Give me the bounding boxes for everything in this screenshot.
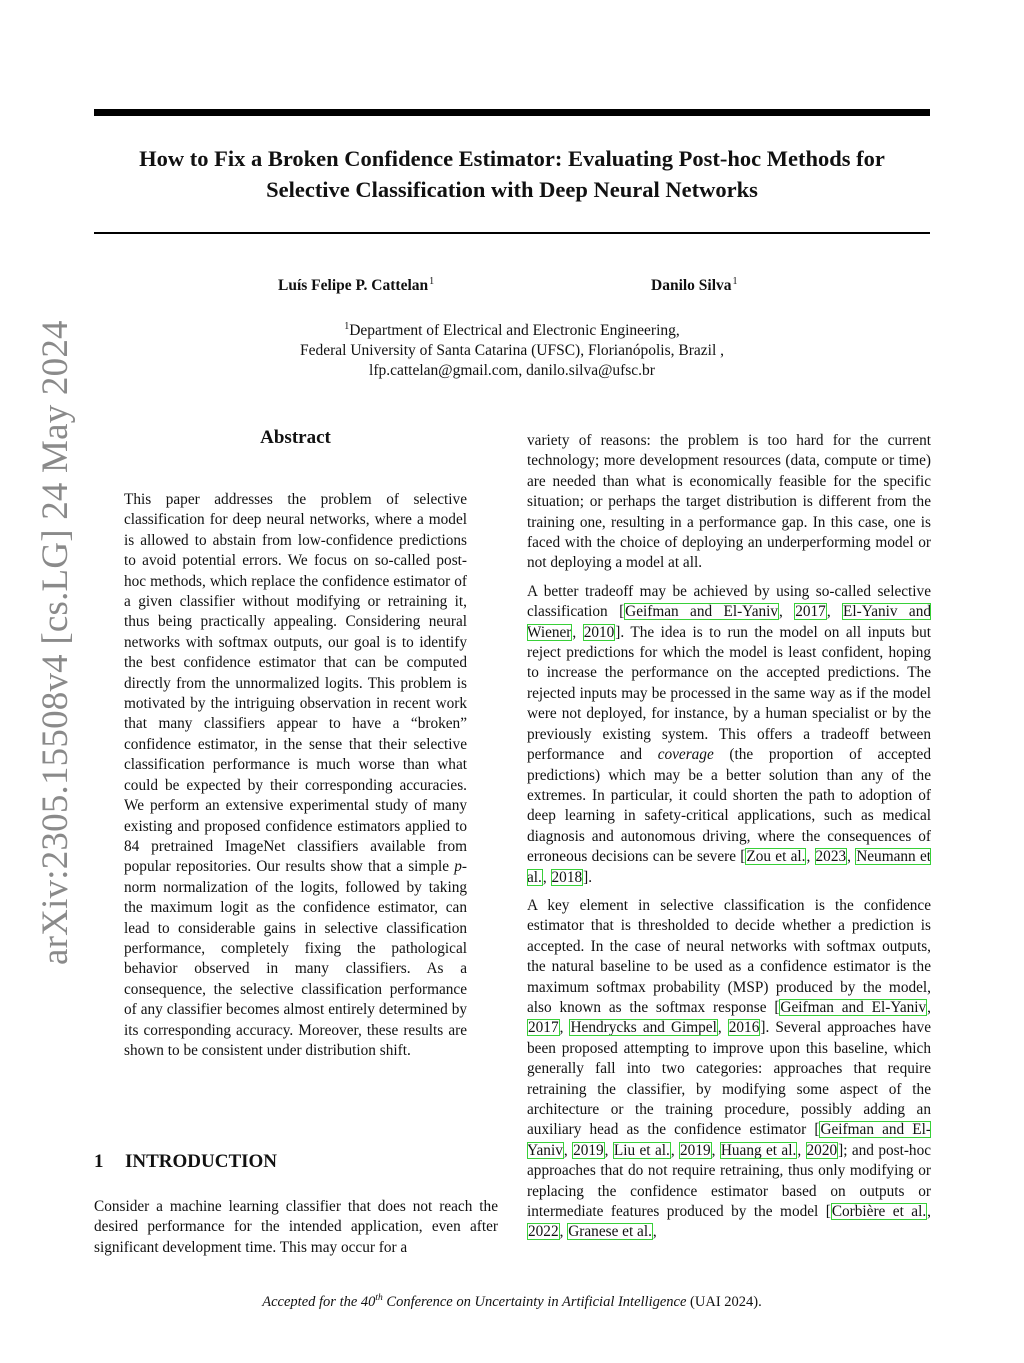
citation-link[interactable]: 2020 — [806, 1141, 838, 1159]
intro-paragraph: Consider a machine learning classifier that does not reach the desired performance for the intended application, even after significant development time. This may occur for a — [94, 1198, 498, 1256]
citation-link[interactable]: 2019 — [680, 1141, 711, 1159]
text-run: , — [559, 1223, 568, 1241]
citation-link[interactable]: 2017 — [795, 603, 826, 621]
text-run: , — [711, 1141, 720, 1159]
text-run: , — [847, 848, 856, 866]
title-line-1: How to Fix a Broken Confidence Estimator: Evaluating Post-hoc Methods for — [139, 146, 885, 171]
title-line-2: Selective Classification with Deep Neural Networks — [266, 177, 758, 202]
text-run: , — [826, 603, 843, 621]
citation-link[interactable]: Hendrycks and Gimpel — [570, 1019, 717, 1037]
affiliation-mark: 1 — [344, 321, 350, 332]
text-run: , — [563, 1141, 573, 1159]
author-2-name: Danilo Silva — [651, 277, 732, 294]
footer-sup: th — [375, 1293, 383, 1303]
citation-link[interactable]: Geifman and El-Yaniv — [780, 998, 927, 1016]
abstract-body — [124, 490, 467, 1061]
section-heading-introduction — [94, 1151, 277, 1173]
citation-link[interactable]: 2017 — [528, 1019, 559, 1037]
text-run: , — [779, 603, 795, 621]
citation-link[interactable]: Liu et al. — [613, 1141, 670, 1159]
citation-link[interactable]: Corbière et al. — [831, 1203, 927, 1221]
text-run: A better tradeoff may be achieved by using so-called selective classification [ — [527, 582, 931, 621]
text-run: , — [717, 1019, 728, 1037]
paper-title — [94, 143, 930, 205]
right-column — [527, 431, 931, 1251]
affiliation-dept: Department of Electrical and Electronic Engineering, — [349, 322, 680, 339]
citation-link[interactable]: 2018 — [551, 868, 583, 886]
abstract-text-2: -norm normalization of the logits, followed by taking the maximum logit as the confidence estimator, can lead to considerable gains in selective classification performance, completely fixing the pathological behavior observed in many classifiers. As a consequence, the selective classification performance of any classifier becomes almost entirely determined by its corresponding accuracy. Moreover, these results are shown to be consistent under distribution shift. — [124, 858, 467, 1059]
section-title: INTRODUCTION — [125, 1151, 278, 1172]
citation-link[interactable]: Granese et al. — [568, 1223, 652, 1241]
abstract-var-p: p — [454, 858, 462, 876]
affiliation-line-1 — [94, 317, 930, 341]
author-1-mark: 1 — [429, 276, 435, 287]
citation-link[interactable]: Geifman and El-Yaniv — [527, 1121, 931, 1159]
text-run: , — [604, 1141, 613, 1159]
text-run: , — [927, 998, 931, 1016]
text-run: (the proportion of accepted predictions) which may be a better solution than any of the extremes. In particular, it could shorten the path to adoption of deep learning in safety-critical applications, such as medical diagnosis and autonomous driving, where the consequences of erroneous decisions can be severe [ — [527, 746, 931, 866]
citation-link[interactable]: 2022 — [528, 1223, 559, 1241]
emphasis-coverage: coverage — [657, 746, 714, 764]
author-2-mark: 1 — [732, 276, 738, 287]
text-run: , — [652, 1223, 657, 1241]
text-run: , — [797, 1141, 806, 1159]
affiliation — [94, 317, 930, 381]
author-1-name: Luís Felipe P. Cattelan — [278, 277, 429, 294]
citation-link[interactable]: Zou et al. — [746, 848, 806, 866]
citation-link[interactable]: 2019 — [573, 1141, 604, 1159]
abstract-text-1: This paper addresses the problem of selective classification for deep neural networks, where a model is allowed to abstain from low-confidence predictions to avoid potential errors. We focus on so-called post-hoc methods, which replace the confidence estimator of a given classifier without modifying or retraining it, thus being practically appealing. Considering neural networks with softmax outputs, our goal is to identify the best confidence estimator that can be computed directly from the unnormalized logits. This problem is motivated by the intriguing observation in recent work that many classifiers appear to have a “broken” confidence estimator, in the sense that their selective classification performance is much worse than what could be expected by their corresponding accuracies. We perform an extensive experimental study of many existing and proposed confidence estimators applied to 84 pretrained ImageNet classifiers available from popular repositories. Our results show that a simple — [124, 491, 467, 876]
citation-link[interactable]: 2010 — [583, 623, 615, 641]
abstract-heading: Abstract — [260, 427, 331, 448]
top-rule — [94, 109, 930, 116]
text-run: ]. — [583, 868, 593, 886]
right-paragraph-2 — [527, 582, 931, 888]
right-paragraph-3 — [527, 896, 931, 1243]
affiliation-emails: lfp.cattelan@gmail.com, danilo.silva@ufsc.br — [369, 362, 655, 379]
text-run: ]. The idea is to run the model on all inputs but reject predictions for which the model is least confident, hoping to increase the performance on the accepted predictions. The rejected inputs may be processed in the same way as if the model were not deployed, for instance, by a human specialist or by the previously existing system. This offers a tradeoff between performance and — [527, 623, 931, 764]
text-run: , — [559, 1019, 570, 1037]
arxiv-sidebar-id: arXiv:2305.15508v4 [cs.LG] 24 May 2024 — [35, 320, 76, 965]
affiliation-line-2: Federal University of Santa Catarina (UFSC), Florianópolis, Brazil , — [299, 342, 725, 359]
text-run: , — [670, 1141, 680, 1159]
citation-link[interactable]: 2016 — [728, 1019, 760, 1037]
text-run: , — [806, 848, 815, 866]
citation-link[interactable]: Huang et al. — [720, 1141, 797, 1159]
footer-venue: (UAI 2024). — [686, 1294, 762, 1310]
footer-conference: Conference on Uncertainty in Artificial Intelligence — [382, 1294, 687, 1310]
text-run: , — [927, 1203, 931, 1221]
text-run: , — [542, 868, 551, 886]
text-run: ]. Several approaches have been proposed attempting to improve upon this baseline, which generally fall into two categories: approaches that require retraining the classifier, by modifying some aspect of the architecture or the training procedure, possibly adding an auxiliary head as the confidence estimator [ — [527, 1019, 931, 1139]
title-rule — [94, 232, 930, 234]
author-1 — [278, 276, 434, 295]
citation-link[interactable]: 2023 — [815, 848, 847, 866]
citation-link[interactable]: Neumann et al. — [527, 848, 931, 886]
section-number: 1 — [94, 1151, 104, 1172]
right-paragraph-1: variety of reasons: the problem is too hard for the current technology; more development resources (data, compute or time) are needed than what is economically feasible for the specific situation; or perhaps the target distribution is different from the training one, resulting in a performance gap. In this case, one is faced with the choice of deploying an underperforming model or not deploying a model at all. — [527, 432, 931, 572]
text-run: A key element in selective classification is the confidence estimator that is thresholded to decide whether a prediction is accepted. In the case of neural networks with softmax outputs, the natural baseline to be used as a confidence estimator is the maximum softmax probability (MSP) produced by the model, also known as the softmax response [ — [527, 896, 931, 1016]
citation-link[interactable]: Geifman and El-Yaniv — [625, 603, 779, 621]
footer-pre: Accepted for the 40 — [262, 1294, 376, 1310]
author-2 — [651, 276, 738, 295]
page-footer — [0, 1293, 1024, 1311]
citation-link[interactable]: El-Yaniv and Wiener — [527, 603, 932, 641]
text-run: ]; and post-hoc approaches that do not require retraining, thus only modifying or replacing the confidence estimator based on outputs or intermediate features produced by the model [ — [527, 1141, 932, 1221]
text-run: , — [572, 623, 583, 641]
